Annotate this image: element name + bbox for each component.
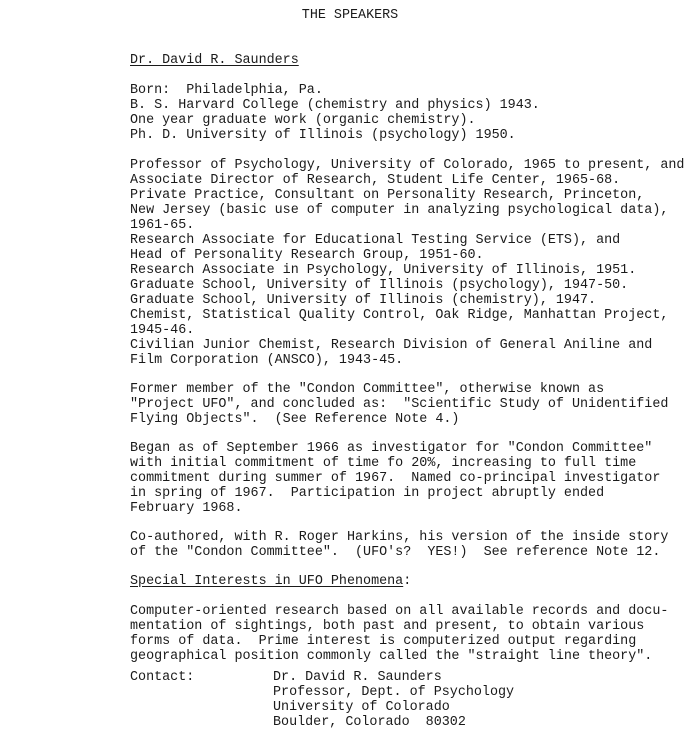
paragraph-line: geographical position commonly called the "straight line theory". [130, 649, 653, 664]
paragraph-line: commitment during summer of 1967. Named co-principal investigator [130, 471, 661, 486]
contact-line: University of Colorado [273, 700, 450, 715]
career-line: Associate Director of Research, Student Life Center, 1965-68. [130, 173, 621, 188]
career-line: Professor of Psychology, University of Colorado, 1965 to present, and [130, 158, 685, 173]
bio-line: B. S. Harvard College (chemistry and physics) 1943. [130, 98, 540, 113]
speaker-name-heading: Dr. David R. Saunders [130, 53, 299, 68]
career-line: Civilian Junior Chemist, Research Division of General Aniline and [130, 338, 653, 353]
career-line: Chemist, Statistical Quality Control, Oak Ridge, Manhattan Project, [130, 308, 669, 323]
bio-line: Born: Philadelphia, Pa. [130, 83, 323, 98]
paragraph-line: with initial commitment of time fo 20%, increasing to full time [130, 456, 637, 471]
career-line: 1961-65. [130, 218, 195, 233]
bio-line: One year graduate work (organic chemistry). [130, 113, 476, 128]
career-line: New Jersey (basic use of computer in analyzing psychological data), [130, 203, 669, 218]
paragraph-line: Co-authored, with R. Roger Harkins, his version of the inside story [130, 530, 669, 545]
special-interests-heading-text: Special Interests in UFO Phenomena [130, 574, 404, 589]
contact-line: Boulder, Colorado 80302 [273, 715, 466, 730]
paragraph-line: Began as of September 1966 as investigator for "Condon Committee" [130, 441, 653, 456]
paragraph-line: Former member of the "Condon Committee", otherwise known as [130, 382, 605, 397]
special-interests-heading [130, 574, 411, 590]
paragraph-line: Computer-oriented research based on all available records and docu- [130, 604, 669, 619]
paragraph-line: in spring of 1967. Participation in project abruptly ended [130, 486, 605, 501]
contact-label: Contact: [130, 670, 195, 685]
heading-colon: : [403, 574, 412, 589]
contact-line: Professor, Dept. of Psychology [273, 685, 515, 700]
career-line: Head of Personality Research Group, 1951-60. [130, 248, 484, 263]
paragraph-line: mentation of sightings, both past and present, to obtain various [130, 619, 645, 634]
paragraph-line: Flying Objects". (See Reference Note 4.) [130, 412, 460, 427]
career-line: Research Associate in Psychology, University of Illinois, 1951. [130, 263, 637, 278]
paragraph-line: February 1968. [130, 501, 243, 516]
career-line: Film Corporation (ANSCO), 1943-45. [130, 353, 404, 368]
career-line: 1945-46. [130, 323, 195, 338]
career-line: Graduate School, University of Illinois (chemistry), 1947. [130, 293, 597, 308]
career-line: Research Associate for Educational Testing Service (ETS), and [130, 233, 621, 248]
paragraph-line: of the "Condon Committee". (UFO's? YES!) See reference Note 12. [130, 545, 661, 560]
career-line: Private Practice, Consultant on Personality Research, Princeton, [130, 188, 645, 203]
paragraph-line: forms of data. Prime interest is computerized output regarding [130, 634, 637, 649]
contact-line: Dr. David R. Saunders [273, 670, 442, 685]
page-title: THE SPEAKERS [301, 8, 399, 23]
paragraph-line: "Project UFO", and concluded as: "Scientific Study of Unidentified [130, 397, 669, 412]
bio-line: Ph. D. University of Illinois (psychology) 1950. [130, 128, 516, 143]
career-line: Graduate School, University of Illinois (psychology), 1947-50. [130, 278, 629, 293]
